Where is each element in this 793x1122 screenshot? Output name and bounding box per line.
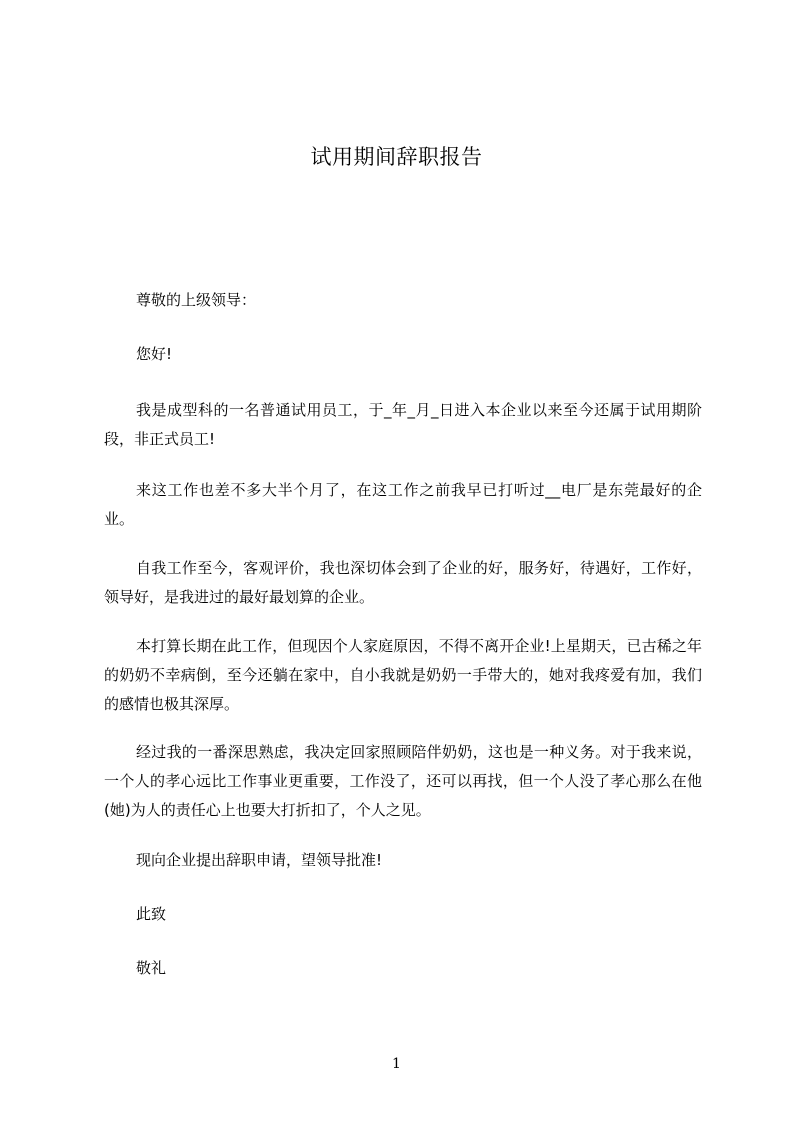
paragraph-2-text: 来这工作也差不多大半个月了，在这工作之前我早已打听过__电厂是东莞最好的企业。 — [104, 481, 702, 528]
paragraph-1 — [104, 396, 702, 454]
document-title: 试用期间辞职报告 — [310, 145, 483, 169]
closing-line-1 — [104, 900, 702, 929]
paragraph-4-text: 本打算长期在此工作，但现因个人家庭原因，不得不离开企业!上星期天，已古稀之年的奶奶不幸病倒，至今还躺在家中，自小我就是奶奶一手带大的，她对我疼爱有加，我们的感情也极其深厚。 — [104, 637, 702, 713]
greeting-text: 您好! — [136, 345, 173, 363]
closing-line-2-text: 敬礼 — [136, 959, 167, 977]
closing-line-1-text: 此致 — [136, 905, 167, 923]
paragraph-1-text: 我是成型科的一名普通试用员工，于_年_月_日进入本企业以来至今还属于试用期阶段，非正式员工! — [104, 401, 702, 448]
paragraph-6 — [104, 846, 702, 875]
paragraph-6-text: 现向企业提出辞职申请，望领导批准! — [136, 851, 383, 869]
paragraph-3-text: 自我工作至今，客观评价，我也深切体会到了企业的好，服务好，待遇好，工作好，领导好，是我进过的最好最划算的企业。 — [104, 559, 702, 606]
paragraph-5 — [104, 738, 702, 825]
paragraph-2 — [104, 476, 702, 534]
paragraph-3 — [104, 554, 702, 612]
closing-line-2 — [104, 954, 702, 983]
paragraph-5-text: 经过我的一番深思熟虑，我决定回家照顾陪伴奶奶，这也是一种义务。对于我来说，一个人的孝心远比工作事业更重要，工作没了，还可以再找，但一个人没了孝心那么在他(她)为人的责任心上也要大打折扣了，个人之见。 — [104, 743, 702, 819]
salutation — [104, 286, 702, 315]
paragraph-4 — [104, 632, 702, 719]
salutation-text: 尊敬的上级领导： — [136, 291, 257, 309]
page-number: 1 — [392, 1056, 401, 1072]
greeting — [104, 340, 702, 369]
